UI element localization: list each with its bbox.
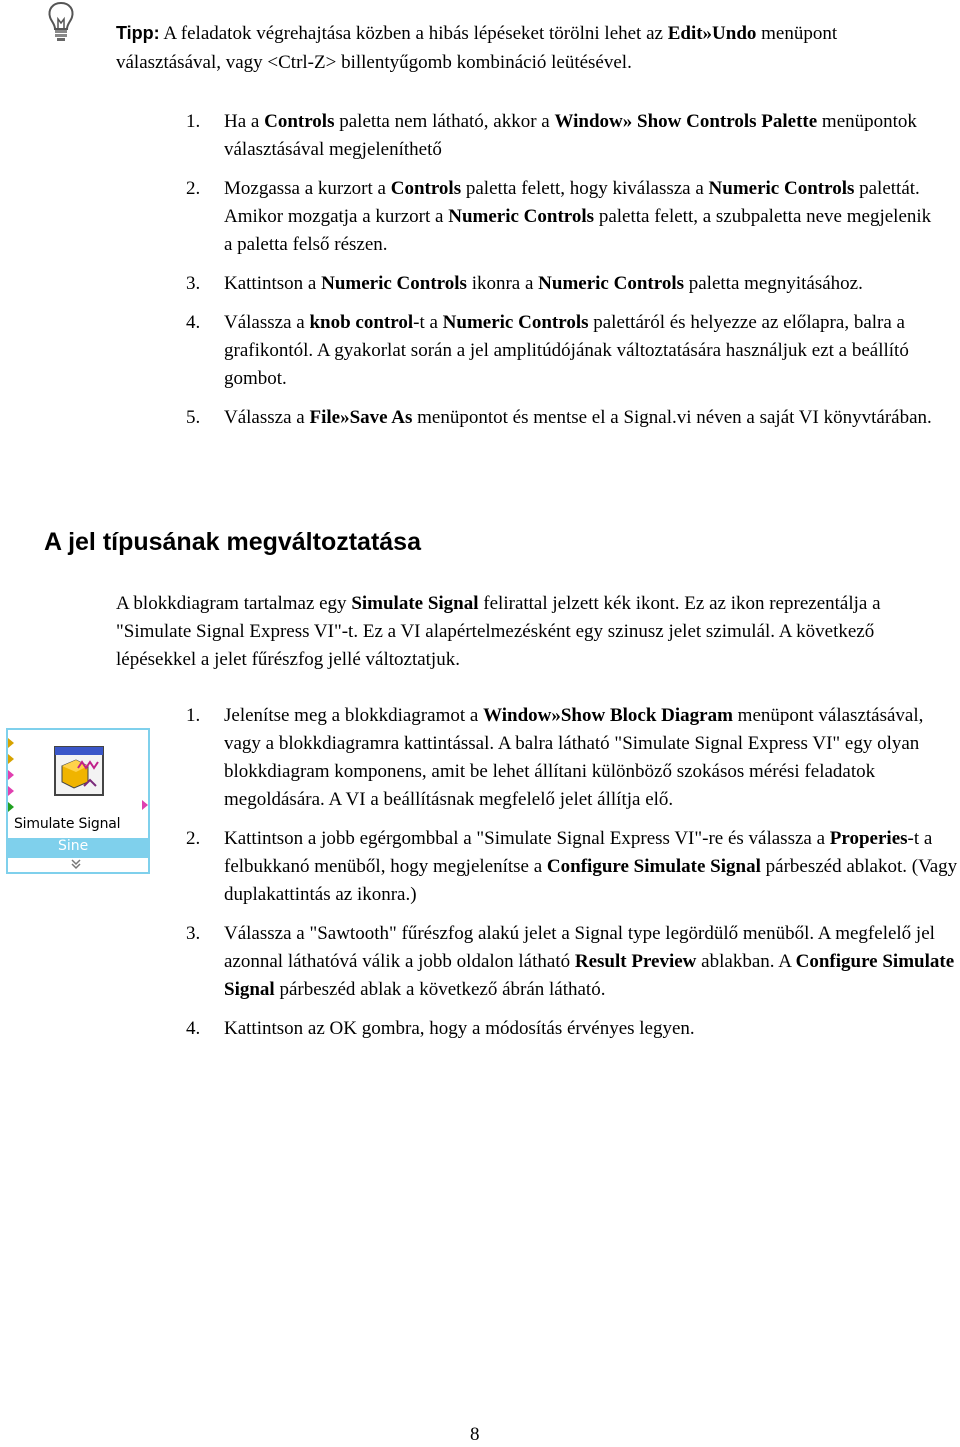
- text-run: párbeszéd ablak a következő ábrán látható.: [274, 979, 606, 1000]
- terminal-icon: [8, 770, 14, 780]
- list-number: 4.: [186, 1018, 201, 1039]
- simulate-signal-icon: [54, 746, 104, 796]
- list-number: 4.: [186, 312, 201, 333]
- bold-term: Window»Show Block Diagram: [483, 705, 733, 726]
- text-run: menüpontok választásával megjeleníthető: [224, 111, 917, 160]
- list-item: [184, 702, 960, 814]
- tip-text: [116, 19, 946, 77]
- intro-paragraph: [116, 590, 954, 674]
- page-number: 8: [470, 1424, 480, 1445]
- text-run: Kattintson az OK gombra, hogy a módosítás érvényes legyen.: [224, 1018, 695, 1039]
- lightbulb-icon: [44, 0, 78, 44]
- list-number: 2.: [186, 178, 201, 199]
- list-number: 3.: [186, 923, 201, 944]
- text-run: Ha a: [224, 111, 265, 132]
- bold-term: Controls: [390, 178, 462, 199]
- bold-term: Numeric Controls: [538, 273, 684, 294]
- list-item: [184, 920, 960, 1004]
- bold-term: Numeric Controls: [708, 178, 855, 199]
- signal-type-value: Sine: [58, 838, 89, 854]
- terminal-icon: [8, 738, 14, 748]
- text-run: Válassza a: [224, 312, 310, 333]
- controls-steps-list: [184, 108, 944, 443]
- bold-term: Numeric Controls: [448, 206, 595, 227]
- bold-term: Simulate Signal: [351, 593, 479, 614]
- list-item: [184, 309, 944, 393]
- list-item: [184, 175, 944, 259]
- bold-term: Numeric Controls: [321, 273, 467, 294]
- signal-type-steps-list: [184, 702, 960, 1054]
- tip-text-part: A feladatok végrehajtása közben a hibás lépéseket törölni lehet az: [159, 23, 668, 44]
- text-run: Kattintson a: [224, 273, 322, 294]
- text-run: Kattintson a jobb egérgombbal a "Simulate Signal Express VI"-re és válassza a: [224, 828, 830, 849]
- terminal-icon: [8, 754, 14, 764]
- text-run: palettát. Amikor mozgatja a kurzort a: [224, 178, 920, 227]
- text-run: paletta nem látható, akkor a: [334, 111, 555, 132]
- text-run: párbeszéd ablakot. (Vagy duplakattintás az ikonra.): [224, 856, 958, 905]
- bold-term: Result Preview: [574, 951, 697, 972]
- text-run: Mozgassa a kurzort a: [224, 178, 391, 199]
- list-number: 2.: [186, 828, 201, 849]
- list-item: [184, 270, 944, 298]
- text-run: ablakban. A: [696, 951, 796, 972]
- output-terminal-icon: [142, 800, 148, 810]
- text-run: Jelenítse meg a blokkdiagramot a: [224, 705, 484, 726]
- list-item: [184, 1015, 960, 1043]
- bold-term: knob control: [309, 312, 414, 333]
- bold-term: File»Save As: [309, 407, 413, 428]
- text-run: menüpont választásával, vagy a blokkdiagramra kattintással. A balra látható "Simulate Signal Express VI" egy olyan blokkdiagram komponens, amit be lehet állítani különböző szokásos mérési feladatok megoldására. A VI a beállításnak megfelelő jelet állítja elő.: [224, 705, 924, 810]
- list-number: 3.: [186, 273, 201, 294]
- text-run: A blokkdiagram tartalmaz egy: [116, 593, 352, 614]
- tip-text-part: menüpont választásával, vagy <Ctrl-Z> billentyűgomb kombináció leütésével.: [116, 23, 838, 73]
- text-run: -t a: [413, 312, 443, 333]
- bold-term: Window» Show Controls Palette: [554, 111, 818, 132]
- list-number: 1.: [186, 705, 201, 726]
- text-run: ikonra a: [466, 273, 539, 294]
- terminal-icon: [8, 802, 14, 812]
- text-run: paletta felett, a szubpaletta neve megjelenik a paletta felső részen.: [224, 206, 932, 255]
- text-run: paletta megnyitásához.: [684, 273, 863, 294]
- list-item: [184, 108, 944, 164]
- expand-chevron-icon[interactable]: [70, 858, 82, 870]
- text-run: -t a felbukkanó menüből, hogy megjelenítse a: [224, 828, 933, 877]
- text-run: felirattal jelzett kék ikont. Ez az ikon reprezentálja a "Simulate Signal Express VI"-t. Ez a VI alapértelmezésként egy szinusz jelet szimulál. A következő lépésekkel a jelet fűrészfog jellé változtatjuk.: [116, 593, 881, 670]
- bold-term: Numeric Controls: [442, 312, 589, 333]
- simulate-signal-label: Simulate Signal: [14, 816, 121, 832]
- bold-term: Configure Simulate Signal: [546, 856, 761, 877]
- bold-term: Properies: [829, 828, 908, 849]
- text-run: paletta felett, hogy kiválassza a: [461, 178, 709, 199]
- bold-term: Controls: [264, 111, 335, 132]
- section-heading: A jel típusának megváltoztatása: [44, 528, 421, 556]
- list-number: 5.: [186, 407, 201, 428]
- text-run: Válassza a: [224, 407, 310, 428]
- text-run: palettáról és helyezze az előlapra, balra a grafikontól. A gyakorlat során a jel amplitúdójának változtatására használjuk ezt a beállító gombot.: [224, 312, 909, 389]
- list-item: [184, 825, 960, 909]
- text-run: menüpontot és mentse el a Signal.vi néven a saját VI könyvtárában.: [412, 407, 932, 428]
- tip-label: Tipp:: [116, 23, 160, 43]
- text-run: Válassza a "Sawtooth" fűrészfog alakú jelet a Signal type legördülő menüből. A megfelelő jel azonnal láthatóvá válik a jobb oldalon látható: [224, 923, 935, 972]
- tip-menu-path: Edit»Undo: [667, 23, 757, 44]
- list-item: [184, 404, 944, 432]
- terminal-icon: [8, 786, 14, 796]
- bold-term: Configure Simulate Signal: [224, 951, 955, 1000]
- list-number: 1.: [186, 111, 201, 132]
